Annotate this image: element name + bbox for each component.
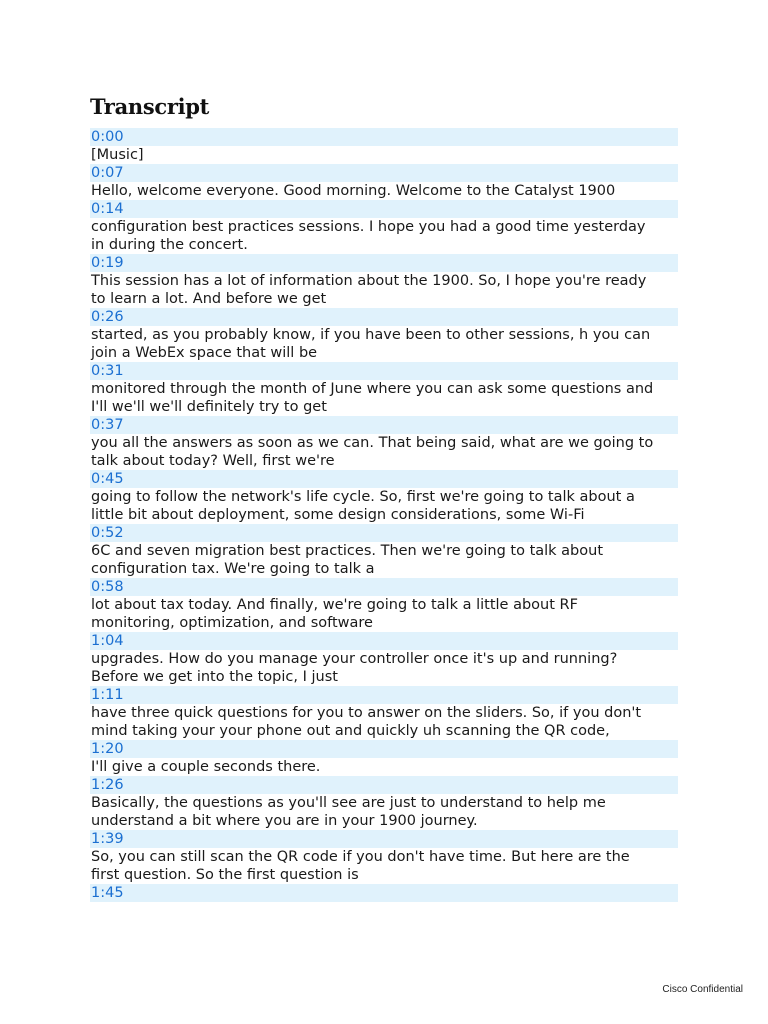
timestamp-link[interactable]: 0:26 (90, 308, 678, 326)
transcript-text: So, you can still scan the QR code if you don't have time. But here are the first question. So the first question is (91, 849, 630, 883)
timestamp-link[interactable]: 1:39 (90, 830, 678, 848)
page-title: Transcript (90, 94, 210, 119)
timestamp-link[interactable]: 1:20 (90, 740, 678, 758)
transcript-text: This session has a lot of information about the 1900. So, I hope you're ready to learn a lot. And before we get (91, 273, 647, 307)
transcript-page (90, 93, 678, 902)
confidential-footer: Cisco Confidential (662, 984, 743, 995)
timestamp-link[interactable]: 0:37 (90, 416, 678, 434)
timestamp-link[interactable]: 0:58 (90, 578, 678, 596)
timestamp-link[interactable]: 0:52 (90, 524, 678, 542)
timestamp-link[interactable]: 0:07 (90, 164, 678, 182)
transcript-text: I'll give a couple seconds there. (91, 759, 321, 775)
transcript-text: configuration best practices sessions. I hope you had a good time yesterday in during the concert. (91, 219, 646, 253)
transcript-list (90, 128, 678, 902)
timestamp-link[interactable]: 1:11 (90, 686, 678, 704)
transcript-text: started, as you probably know, if you have been to other sessions, h you can join a WebEx space that will be (91, 327, 651, 361)
timestamp-link[interactable]: 0:00 (90, 128, 678, 146)
timestamp-link[interactable]: 0:45 (90, 470, 678, 488)
transcript-text: have three quick questions for you to answer on the sliders. So, if you don't mind taking your your phone out and quickly uh scanning the QR code, (91, 705, 642, 739)
transcript-text: [Music] (91, 147, 144, 163)
transcript-text: Hello, welcome everyone. Good morning. Welcome to the Catalyst 1900 (91, 183, 616, 199)
transcript-text: you all the answers as soon as we can. That being said, what are we going to talk about today? Well, first we're (91, 435, 654, 469)
timestamp-link[interactable]: 0:14 (90, 200, 678, 218)
timestamp-link[interactable]: 0:31 (90, 362, 678, 380)
transcript-text: going to follow the network's life cycle. So, first we're going to talk about a little bit about deployment, some design considerations, some Wi-Fi (91, 489, 635, 523)
transcript-text: 6C and seven migration best practices. Then we're going to talk about configuration tax. We're going to talk a (91, 543, 604, 577)
transcript-text: upgrades. How do you manage your controller once it's up and running? Before we get into the topic, I just (91, 651, 618, 685)
transcript-text: monitored through the month of June where you can ask some questions and I'll we'll we'll definitely try to get (91, 381, 654, 415)
transcript-text: Basically, the questions as you'll see are just to understand to help me understand a bit where you are in your 1900 journey. (91, 795, 606, 829)
transcript-text: lot about tax today. And finally, we're going to talk a little about RF monitoring, optimization, and software (91, 597, 578, 631)
timestamp-link[interactable]: 1:04 (90, 632, 678, 650)
timestamp-link[interactable]: 1:45 (90, 884, 678, 902)
timestamp-link[interactable]: 0:19 (90, 254, 678, 272)
timestamp-link[interactable]: 1:26 (90, 776, 678, 794)
